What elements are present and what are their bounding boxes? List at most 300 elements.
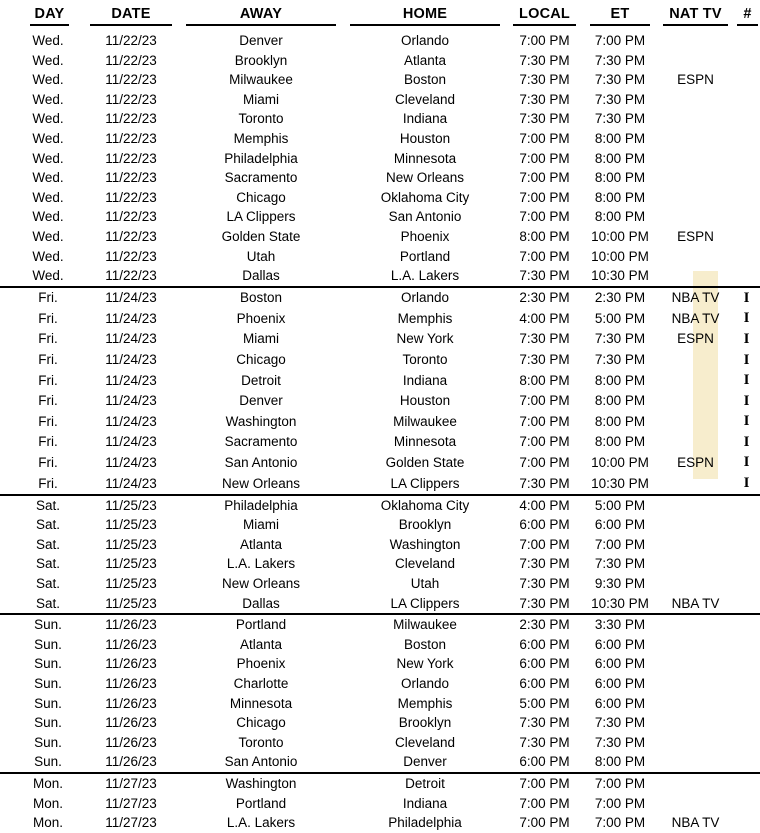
cell-local: 7:00 PM: [519, 413, 570, 429]
cell-tv: [658, 515, 733, 535]
cell-away: Phoenix: [236, 656, 286, 672]
cell-day: Sun.: [34, 754, 62, 770]
cell-local: 7:30 PM: [519, 72, 570, 88]
table-row[interactable]: [0, 515, 760, 535]
cell-num: [733, 227, 760, 247]
cell-home: New York: [396, 656, 454, 672]
cell-away: Denver: [239, 393, 283, 409]
cell-tv: [658, 247, 733, 267]
cell-day: Fri.: [38, 393, 58, 409]
cell-date: 11/24/23: [105, 475, 157, 491]
cell-home: Indiana: [402, 372, 448, 388]
cell-num: [733, 70, 760, 90]
cell-day: Sat.: [0, 495, 83, 516]
cell-num: [733, 794, 760, 814]
cell-et: 7:30 PM: [594, 91, 646, 107]
cell-away: L.A. Lakers: [226, 815, 296, 831]
cell-et: 3:30 PM: [582, 614, 658, 635]
row-marker: I: [743, 330, 750, 347]
table-row[interactable]: [0, 70, 760, 90]
cell-et: 8:00 PM: [594, 170, 646, 186]
cell-local: 7:30 PM: [519, 715, 570, 731]
cell-away: Sacramento: [224, 170, 298, 186]
cell-et: 8:00 PM: [594, 393, 646, 409]
cell-et: 7:00 PM: [582, 773, 658, 794]
cell-home: Cleveland: [394, 556, 456, 572]
cell-et: 6:00 PM: [594, 656, 646, 672]
cell-date: 11/26/23: [105, 695, 157, 711]
cell-et: 7:30 PM: [594, 352, 646, 367]
cell-away: Golden State: [221, 228, 301, 244]
cell-day: Wed.: [32, 189, 64, 205]
table-row[interactable]: [0, 370, 760, 391]
cell-local: 6:00 PM: [519, 676, 570, 691]
cell-date: 11/24/23: [105, 454, 157, 470]
cell-home: Orlando: [400, 676, 450, 691]
cell-date: 11/24/23: [105, 372, 157, 388]
cell-home: San Antonio: [388, 209, 462, 225]
cell-home: Oklahoma City: [380, 189, 470, 205]
cell-et: 7:30 PM: [594, 734, 646, 750]
cell-et: 6:00 PM: [594, 517, 646, 533]
cell-day: Sat.: [35, 576, 60, 592]
cell-home: Golden State: [385, 454, 465, 470]
cell-num: [733, 31, 760, 51]
cell-day: Sun.: [34, 656, 62, 672]
column-header-date[interactable]: DATE: [83, 0, 179, 31]
cell-tv: [658, 168, 733, 188]
cell-et: 7:00 PM: [594, 815, 646, 831]
cell-num: [733, 391, 760, 412]
table-row[interactable]: [0, 773, 760, 794]
cell-tv: [658, 266, 733, 287]
cell-num: [733, 813, 760, 833]
cell-date: 11/27/23: [105, 815, 157, 831]
cell-tv: [658, 733, 733, 753]
table-row[interactable]: [0, 674, 760, 694]
cell-local: 7:30 PM: [519, 352, 570, 367]
cell-local: 7:30 PM: [519, 595, 570, 611]
cell-home: Memphis: [397, 695, 453, 711]
cell-away: Chicago: [236, 352, 286, 367]
cell-local: 2:30 PM: [507, 614, 582, 635]
cell-local: 4:00 PM: [519, 310, 570, 326]
cell-tv: NBA TV: [671, 310, 720, 326]
table-row[interactable]: [0, 168, 760, 188]
cell-date: 11/24/23: [105, 352, 157, 367]
cell-date: 11/25/23: [105, 517, 157, 533]
cell-home: Boston: [403, 636, 447, 652]
cell-tv: [658, 391, 733, 412]
cell-et: 7:00 PM: [594, 795, 646, 811]
cell-local: 7:30 PM: [519, 52, 570, 68]
cell-local: 2:30 PM: [507, 287, 582, 309]
cell-num: [733, 495, 760, 516]
table-row[interactable]: [0, 535, 760, 555]
cell-day: Mon.: [0, 773, 83, 794]
cell-away: Toronto: [238, 111, 284, 127]
table-row[interactable]: [0, 51, 760, 71]
cell-away: Portland: [235, 795, 287, 811]
cell-date: 11/24/23: [105, 310, 157, 326]
cell-et: 7:00 PM: [594, 33, 646, 48]
table-row[interactable]: [0, 266, 760, 287]
cell-day: Wed.: [32, 170, 64, 186]
cell-et: 7:00 PM: [594, 536, 646, 552]
cell-day: Fri.: [38, 331, 58, 347]
cell-local: 7:00 PM: [519, 33, 570, 48]
cell-et: 8:00 PM: [594, 130, 646, 146]
cell-tv: [658, 188, 733, 208]
cell-et: 8:00 PM: [594, 434, 646, 450]
table-row[interactable]: [0, 554, 760, 574]
cell-day: Wed.: [32, 209, 64, 225]
cell-away: Boston: [179, 287, 343, 309]
column-header-nat-tv[interactable]: NAT TV: [658, 0, 733, 31]
cell-date: 11/26/23: [105, 715, 157, 731]
column-header-home[interactable]: HOME: [343, 0, 507, 31]
cell-date: 11/22/23: [105, 33, 157, 48]
cell-et: 8:00 PM: [594, 209, 646, 225]
cell-away: Miami: [243, 91, 279, 107]
table-row[interactable]: [0, 694, 760, 714]
cell-local: 7:00 PM: [519, 536, 570, 552]
column-header-away[interactable]: AWAY: [179, 0, 343, 31]
cell-et: 10:30 PM: [591, 475, 649, 491]
cell-away: San Antonio: [224, 754, 298, 770]
cell-date: 11/22/23: [105, 52, 157, 68]
cell-et: 8:00 PM: [594, 150, 646, 166]
cell-away: Dallas: [242, 595, 280, 611]
cell-away: Denver: [239, 33, 283, 48]
cell-away: Chicago: [236, 189, 286, 205]
cell-tv: [658, 432, 733, 453]
cell-date: 11/22/23: [105, 130, 157, 146]
cell-num: [733, 694, 760, 714]
cell-et: 10:00 PM: [591, 228, 649, 244]
table-row[interactable]: [0, 149, 760, 169]
cell-away: Miami: [243, 331, 279, 347]
table-row[interactable]: [0, 614, 760, 635]
table-row[interactable]: [0, 432, 760, 453]
cell-day: Sat.: [35, 556, 60, 572]
table-row[interactable]: [0, 129, 760, 149]
cell-et: 7:30 PM: [594, 52, 646, 68]
cell-date: 11/26/23: [105, 636, 157, 652]
cell-date: 11/25/23: [83, 495, 179, 516]
column-header-number[interactable]: #: [733, 0, 760, 31]
cell-local: 6:00 PM: [519, 656, 570, 672]
cell-num: [733, 247, 760, 267]
cell-et: 7:30 PM: [594, 72, 646, 88]
cell-tv: [658, 674, 733, 694]
table-row[interactable]: [0, 329, 760, 350]
table-row[interactable]: [0, 109, 760, 129]
cell-away: New Orleans: [221, 576, 301, 592]
cell-away: Milwaukee: [229, 72, 293, 88]
cell-away: New Orleans: [221, 475, 301, 491]
cell-day: Fri.: [38, 352, 58, 367]
cell-num: [733, 473, 760, 495]
cell-home: Minnesota: [393, 150, 457, 166]
cell-date: 11/22/23: [105, 248, 157, 264]
cell-local: 7:00 PM: [519, 434, 570, 450]
cell-tv: [658, 535, 733, 555]
cell-tv: [658, 51, 733, 71]
cell-home: Milwaukee: [393, 413, 457, 429]
table-row[interactable]: [0, 287, 760, 309]
cell-tv: [658, 370, 733, 391]
table-row[interactable]: [0, 207, 760, 227]
cell-home: Denver: [403, 754, 447, 770]
cell-tv: ESPN: [677, 228, 714, 244]
table-row[interactable]: [0, 452, 760, 473]
cell-local: 7:30 PM: [519, 91, 570, 107]
table-row[interactable]: [0, 188, 760, 208]
table-row[interactable]: [0, 574, 760, 594]
cell-home: Orlando: [343, 287, 507, 309]
cell-et: 8:00 PM: [594, 372, 646, 388]
table-row[interactable]: [0, 813, 760, 833]
cell-tv: [658, 109, 733, 129]
cell-date: 11/22/23: [105, 111, 157, 127]
cell-home: Memphis: [397, 310, 453, 326]
cell-num: [733, 370, 760, 391]
cell-num: [733, 287, 760, 309]
cell-date: 11/22/23: [105, 189, 157, 205]
table-row[interactable]: [0, 31, 760, 51]
cell-et: 2:30 PM: [582, 287, 658, 309]
cell-home: Minnesota: [393, 434, 457, 450]
table-row[interactable]: [0, 350, 760, 371]
cell-date: 11/24/23: [105, 413, 157, 429]
table-row[interactable]: [0, 594, 760, 615]
row-marker: I: [743, 475, 750, 492]
cell-tv: ESPN: [677, 331, 714, 347]
cell-local: 7:30 PM: [519, 556, 570, 572]
cell-away: Philadelphia: [179, 495, 343, 516]
cell-num: [733, 350, 760, 371]
cell-away: Toronto: [238, 734, 284, 750]
table-row[interactable]: [0, 411, 760, 432]
cell-away: Chicago: [236, 715, 286, 731]
cell-num: [733, 129, 760, 149]
cell-local: 8:00 PM: [519, 372, 570, 388]
table-row[interactable]: [0, 495, 760, 516]
cell-local: 6:00 PM: [519, 754, 570, 770]
cell-date: 11/24/23: [105, 434, 157, 450]
cell-local: 7:00 PM: [519, 795, 570, 811]
table-row[interactable]: [0, 247, 760, 267]
cell-local: 7:00 PM: [519, 248, 570, 264]
cell-date: 11/25/23: [105, 556, 157, 572]
table-row[interactable]: [0, 654, 760, 674]
cell-num: [733, 554, 760, 574]
row-marker: I: [743, 372, 750, 389]
cell-home: Washington: [389, 536, 461, 552]
cell-tv: NBA TV: [671, 815, 720, 831]
cell-away: Washington: [225, 413, 297, 429]
table-row[interactable]: [0, 308, 760, 329]
table-row[interactable]: [0, 752, 760, 773]
cell-et: 10:30 PM: [591, 268, 649, 284]
cell-date: 11/27/23: [105, 795, 157, 811]
cell-home: Utah: [410, 576, 440, 592]
table-row[interactable]: [0, 391, 760, 412]
cell-date: 11/26/23: [105, 734, 157, 750]
cell-date: 11/22/23: [105, 72, 157, 88]
cell-et: 7:30 PM: [594, 331, 646, 347]
cell-home: Portland: [399, 248, 451, 264]
cell-day: Sun.: [34, 676, 62, 691]
cell-local: 4:00 PM: [507, 495, 582, 516]
cell-num: [733, 674, 760, 694]
cell-local: 7:30 PM: [519, 111, 570, 127]
cell-date: 11/22/23: [105, 268, 157, 284]
cell-date: 11/24/23: [83, 287, 179, 309]
cell-num: [733, 733, 760, 753]
cell-home: New York: [396, 331, 454, 347]
cell-date: 11/25/23: [105, 595, 157, 611]
row-marker: I: [743, 392, 750, 409]
cell-num: [733, 432, 760, 453]
cell-home: Indiana: [402, 795, 448, 811]
table-row[interactable]: [0, 227, 760, 247]
cell-date: 11/27/23: [83, 773, 179, 794]
table-row[interactable]: [0, 635, 760, 655]
cell-home: New Orleans: [385, 170, 465, 186]
cell-day: Fri.: [38, 310, 58, 326]
cell-away: Utah: [246, 248, 276, 264]
cell-home: Houston: [399, 393, 451, 409]
table-row[interactable]: [0, 713, 760, 733]
cell-tv: [658, 495, 733, 516]
cell-home: Orlando: [400, 33, 450, 48]
cell-away: Sacramento: [224, 434, 298, 450]
cell-et: 8:00 PM: [594, 754, 646, 770]
cell-away: Atlanta: [239, 536, 283, 552]
cell-date: 11/26/23: [105, 676, 157, 691]
row-marker: I: [743, 310, 750, 327]
cell-num: [733, 266, 760, 287]
cell-tv: [658, 31, 733, 51]
cell-day: Mon.: [32, 815, 63, 831]
table-row[interactable]: [0, 473, 760, 495]
column-header-et[interactable]: ET: [582, 0, 658, 31]
cell-date: 11/26/23: [83, 614, 179, 635]
cell-day: Sun.: [34, 695, 62, 711]
cell-home: Brooklyn: [398, 517, 452, 533]
cell-tv: [658, 713, 733, 733]
table-row[interactable]: [0, 794, 760, 814]
column-header-local[interactable]: LOCAL: [507, 0, 582, 31]
cell-day: Fri.: [38, 454, 58, 470]
cell-day: Fri.: [38, 372, 58, 388]
cell-local: 7:30 PM: [519, 268, 570, 284]
cell-num: [733, 752, 760, 773]
cell-day: Sat.: [35, 595, 60, 611]
cell-day: Wed.: [32, 91, 64, 107]
cell-tv: [658, 149, 733, 169]
cell-local: 6:00 PM: [519, 636, 570, 652]
cell-date: 11/26/23: [105, 754, 157, 770]
cell-et: 10:00 PM: [591, 248, 649, 264]
cell-num: [733, 51, 760, 71]
cell-date: 11/22/23: [105, 91, 157, 107]
cell-tv: [658, 752, 733, 773]
cell-et: 6:00 PM: [594, 636, 646, 652]
cell-num: [733, 594, 760, 615]
column-header-day[interactable]: DAY: [0, 0, 83, 31]
cell-num: [733, 515, 760, 535]
cell-local: 7:00 PM: [519, 393, 570, 409]
cell-home: Detroit: [343, 773, 507, 794]
cell-date: 11/22/23: [105, 170, 157, 186]
cell-et: 7:30 PM: [594, 111, 646, 127]
cell-local: 7:00 PM: [519, 170, 570, 186]
cell-num: [733, 574, 760, 594]
cell-home: Brooklyn: [398, 715, 452, 731]
cell-date: 11/26/23: [105, 656, 157, 672]
row-marker: I: [743, 289, 750, 306]
cell-date: 11/22/23: [105, 150, 157, 166]
cell-tv: [658, 654, 733, 674]
cell-tv: [658, 794, 733, 814]
cell-local: 7:30 PM: [519, 734, 570, 750]
cell-num: [733, 149, 760, 169]
cell-num: [733, 635, 760, 655]
cell-local: 7:30 PM: [519, 576, 570, 592]
cell-local: 8:00 PM: [519, 228, 570, 244]
cell-et: 8:00 PM: [594, 413, 646, 429]
cell-tv: [658, 473, 733, 495]
cell-day: Wed.: [32, 268, 64, 284]
cell-num: [733, 452, 760, 473]
table-row[interactable]: [0, 90, 760, 110]
cell-away: Miami: [243, 517, 279, 533]
cell-day: Sat.: [35, 517, 60, 533]
cell-num: [733, 207, 760, 227]
cell-home: Indiana: [402, 111, 448, 127]
cell-day: Wed.: [32, 130, 64, 146]
cell-et: 9:30 PM: [594, 576, 646, 592]
table-row[interactable]: [0, 733, 760, 753]
cell-day: Wed.: [32, 33, 64, 48]
cell-day: Wed.: [32, 111, 64, 127]
cell-num: [733, 188, 760, 208]
cell-num: [733, 535, 760, 555]
cell-day: Wed.: [32, 228, 64, 244]
cell-home: Philadelphia: [388, 815, 462, 831]
cell-et: 10:00 PM: [591, 454, 649, 470]
cell-tv: [658, 554, 733, 574]
cell-away: Minnesota: [229, 695, 293, 711]
cell-tv: [658, 574, 733, 594]
cell-local: 6:00 PM: [519, 517, 570, 533]
cell-away: Philadelphia: [224, 150, 298, 166]
cell-tv: [658, 694, 733, 714]
cell-tv: [658, 350, 733, 371]
row-marker: I: [743, 433, 750, 450]
cell-away: L.A. Lakers: [226, 556, 296, 572]
cell-home: Cleveland: [394, 734, 456, 750]
cell-home: Atlanta: [403, 52, 447, 68]
cell-tv: NBA TV: [671, 595, 720, 611]
cell-day: Sun.: [34, 636, 62, 652]
cell-away: Washington: [179, 773, 343, 794]
cell-local: 7:00 PM: [519, 815, 570, 831]
cell-home: Houston: [399, 130, 451, 146]
